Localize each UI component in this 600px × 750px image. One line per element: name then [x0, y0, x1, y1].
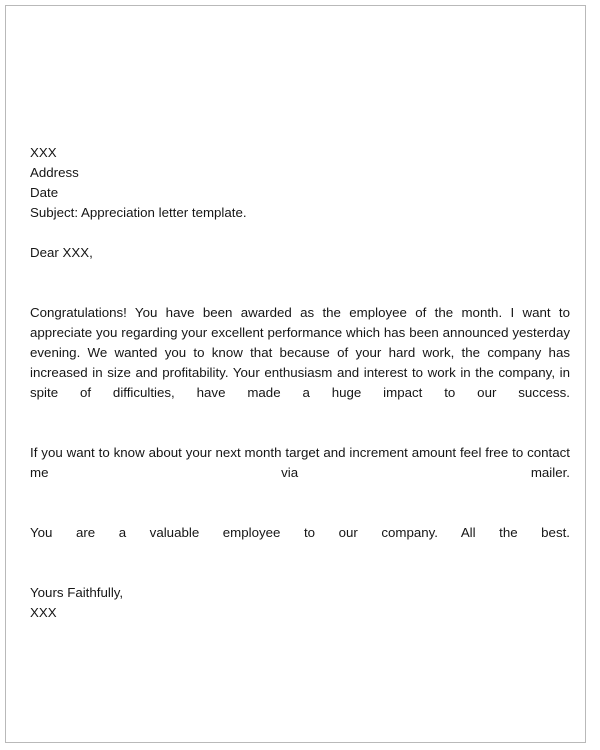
letter-header [30, 143, 570, 223]
body-paragraph-3: You are a valuable employee to our company. All the best. [30, 525, 570, 540]
signature-name: XXX [30, 605, 57, 620]
valediction: Yours Faithfully, [30, 585, 124, 600]
letter-closing [30, 583, 570, 623]
spacer-before-closing [30, 563, 570, 583]
spacer-between-paragraph-2-3 [30, 503, 570, 523]
spacer-after-header [30, 223, 570, 243]
sender-name: XXX [30, 145, 57, 160]
letter-subject: Subject: Appreciation letter template. [30, 205, 247, 220]
spacer-after-salutation [30, 263, 570, 283]
letter-date: Date [30, 185, 59, 200]
spacer-before-body [30, 283, 570, 303]
spacer-between-paragraph-1-2 [30, 423, 570, 443]
body-paragraph-1: Congratulations! You have been awarded as the employee of the month. I want to appreciate you regarding your excellent performance which has been announced yesterday evening. We wanted you to know that because of your hard work, the company has increased in size and profitability. Your enthusiasm and interest to work in the company, in spite of difficulties, have made a huge impact to our success. [30, 305, 570, 400]
salutation: Dear XXX, [30, 245, 93, 260]
letter-content [30, 143, 570, 623]
body-paragraph-2: If you want to know about your next month target and increment amount feel free to contact me via mailer. [30, 445, 570, 480]
sender-address: Address [30, 165, 79, 180]
letter-page [5, 5, 586, 743]
